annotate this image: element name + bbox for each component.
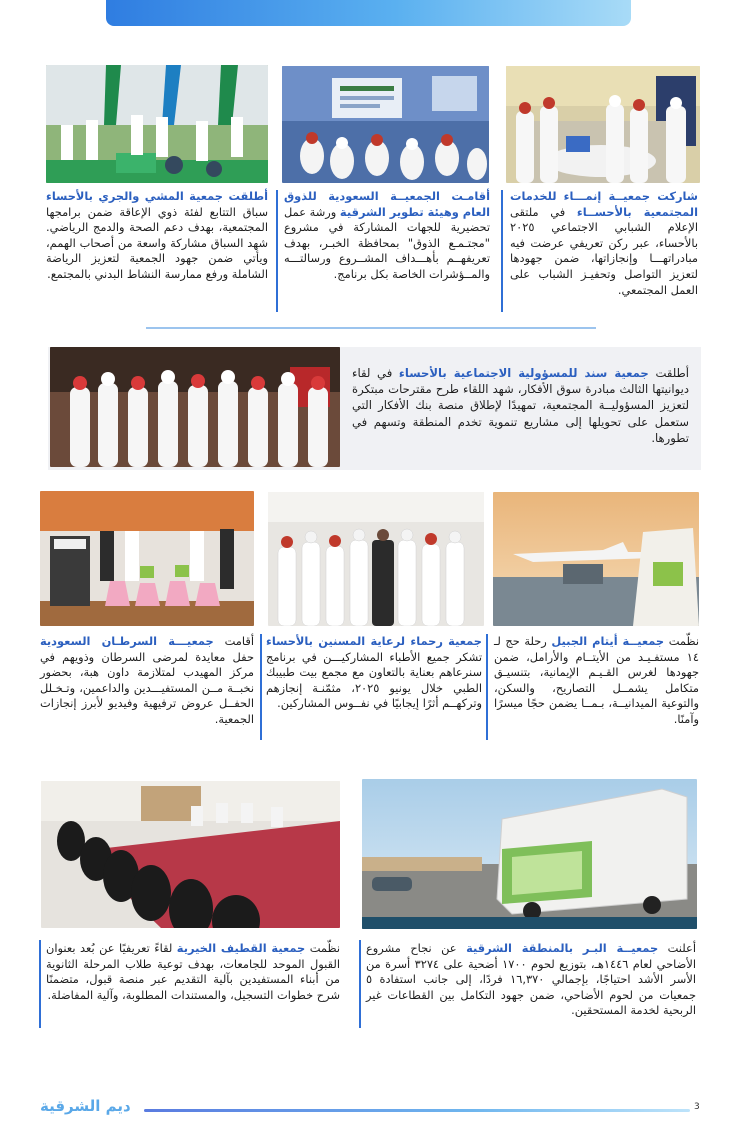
article-sanad — [352, 365, 689, 446]
article-body: ورشة عمل تحضيرية للجهات المشاركة في مشروع "مجتـمـع الذوق" بمحافظة الخبـر، بهدف تعريفهــم بأهـــداف المشــروع ورسالتـــه والمــؤشرات الخاصة بكل برنامج. — [284, 204, 490, 281]
article-qatif — [46, 941, 340, 1003]
article-prefix: نظّمت — [664, 634, 700, 648]
column-rule — [39, 940, 41, 1028]
column-rule — [359, 940, 361, 1028]
article-rohamaa — [266, 634, 482, 712]
column-rule — [276, 190, 278, 312]
photo-sanad-ideas-market — [50, 347, 340, 467]
article-org: أقامـت الجمعيــة السعودية للذوق العام وهيئة تطوير الشرقية — [284, 189, 491, 219]
article-jubail-orphans — [494, 634, 699, 728]
article-inmaa — [510, 189, 698, 298]
article-walking-running — [46, 189, 268, 283]
article-albir — [366, 941, 696, 1019]
photo-albir-truck — [362, 779, 697, 929]
photo-qatif-meeting — [41, 781, 340, 928]
article-body: لقاءً تعريفيًا عن بُعد بعنوان القبول الموحد للجامعات، بهدف توعية طلاب المرحلة الثانوية من أبناء المستفيدين بآلية التقديم عبر منصة قبول، متضمنًا شرح خطوات التسجيل، والمستندات المطلوبة، وآلية المفاضلة. — [46, 941, 340, 1002]
article-body: رحلة حج لـ ١٤ مستفـيـد من الأيتــام والأرامل، ضمن جهودها لغرس القـيـم الإيمانية، بتنسيـق متكامل يشمــل التصاريح، والسكن، والتوعية الميدانيــة، بـمــا يضمن حجًا ميسرًا وآمنًا. — [494, 634, 699, 726]
article-public-taste — [284, 189, 490, 283]
article-prefix: أعلنت — [658, 941, 696, 955]
photo-inmaa-booth — [506, 66, 700, 183]
article-prefix: أطلقت — [648, 366, 689, 380]
photo-rohamaa-doctors — [268, 492, 484, 626]
footer-brand: ديم الشرقية — [40, 1097, 131, 1115]
page-number: 3 — [694, 1102, 700, 1112]
column-rule — [260, 634, 262, 740]
article-body: تشكر جميع الأطباء المشاركيـــن في برنامج سنرعاهم بعناية بالتعاون مع مجمع بيت طبيبك الطبي خلال يونيو ٢٠٢٥، مثمّنـة إنجازهم وتركهــم أثرًا إيجابيًا في نفــوس المشاركين. — [266, 649, 482, 711]
article-body: عن نجاح مشروع الأضاحي لعام ١٤٤٦هـ، بتوزيع لحوم ١٧٠٠ أضحية على ٣٢٧٤ أسرة من الأسر الأشد احتياجًا، بإجمالي ١٦,٣٧٠ فردًا، إلى جانب استفادة ٥ جمعيات من لحوم الأضاحي، ضمن جهود التكامل بين القطاعات غير الربحية لخدمة المستحقين. — [366, 941, 696, 1018]
photo-cancer-eid — [40, 491, 254, 626]
article-org: جمعيـــة السرطـان السعودية — [40, 634, 214, 648]
photo-hajj-trip — [493, 492, 699, 626]
article-prefix: أقامت — [213, 634, 254, 648]
article-body: في لقاء ديوانيتها الثالث مبادرة سوق الأفكار، شهد اللقاء طرح مقترحات مبتكرة لتعزيز المسؤوليــة المجتمعية، تمهيدًا لإطلاق منصة بنك الأفكار التي ستعمل على تحويلها إلى مشاريع تنموية تخدم المنطقة وتسهم في تطورها. — [352, 366, 689, 445]
article-body: في ملتقى الإعلام الشبابي الاجتماعي ٢٠٢٥ بالأحساء، عبر ركن تعريفي عرضت فيه مبادراتهـــا وإنجازاتها، ضمن جهودها لتعزيز التواصل وتحفيـز الشباب على العمل المجتمعي. — [510, 204, 698, 297]
article-org: جمعيــة أيتام الجبيل — [551, 634, 665, 648]
article-body: سباق التتابع لفئة ذوي الإعاقة ضمن برامجها المجتمعية، بهدف دعم الصحة والدمج الرياضي. شهد السباق مشاركة واسعة من أصحاب الهمم، ويأتي ضمن جهود الجمعية لتعزيز الرياضة الشاملة ورفع ممارسة النشاط البدني بالمجتمع. — [46, 204, 268, 281]
article-org: جمعية رحماء لرعاية المسنين بالأحساء — [266, 634, 482, 648]
article-saudi-cancer — [40, 634, 254, 728]
footer-line — [144, 1109, 690, 1112]
article-prefix: نظّمت — [305, 941, 340, 955]
column-rule — [501, 190, 503, 312]
section-divider — [146, 327, 596, 329]
photo-relay-race — [46, 65, 268, 183]
article-org: شاركت جمعيــة إنمـــاء للخدمات المجتمعية بالأحســاء — [510, 189, 698, 219]
top-banner — [106, 0, 631, 26]
column-rule — [486, 634, 488, 740]
article-org: جمعية سند للمسؤولية الاجتماعية بالأحساء — [398, 366, 649, 380]
photo-workshop-hall — [282, 66, 489, 183]
article-body: حفل معايدة لمرضى السرطان وذويهم في مركز المهيدب لمتلازمة داون هبة، بحضور نخبــة مــن المستفيـــدين والداعمين، وتـخـلل الحفــل عروض ترفيهية وفيديو لأبرز إنجازات الجمعية. — [40, 649, 254, 726]
article-org: جمعية القطيف الخيرية — [176, 941, 306, 955]
article-org: أطلقت جمعية المشي والجري بالأحساء — [46, 189, 268, 203]
article-org: جمعيــة البـر بالمنطقة الشرقية — [466, 941, 659, 955]
